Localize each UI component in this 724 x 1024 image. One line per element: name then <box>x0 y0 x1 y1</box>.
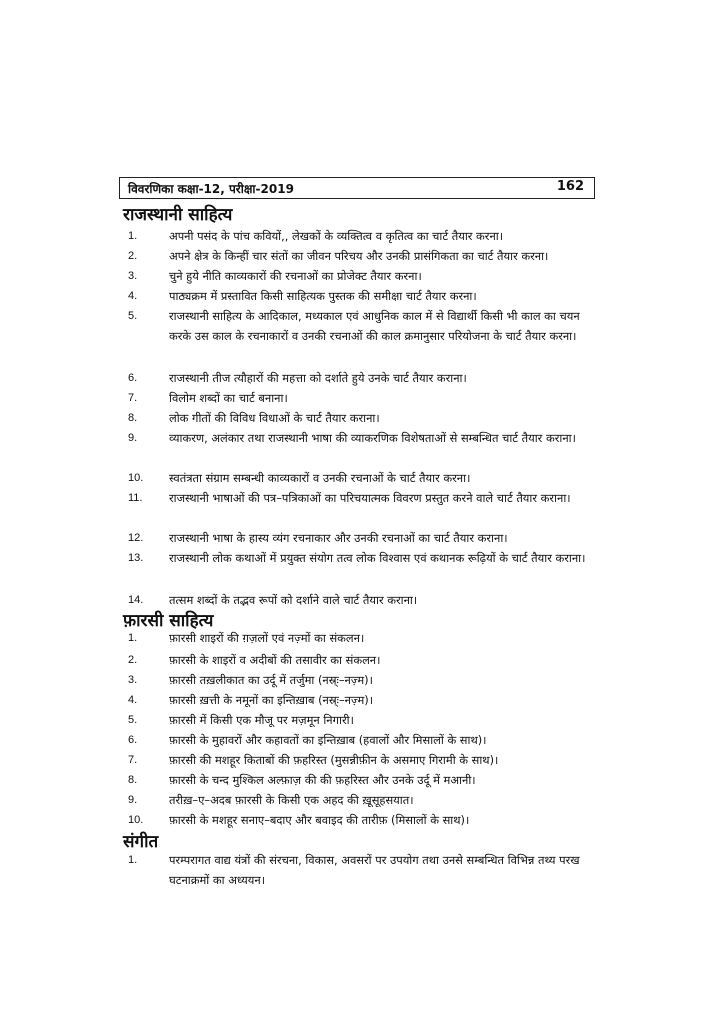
item-text: अपने क्षेत्र के किन्हीं चार संतों का जीवन परिचय और उनकी प्रासंगिकता का चार्ट तैयार करना। <box>169 249 549 263</box>
item-number: 9. <box>128 794 138 806</box>
item-text: फ़ारसी शाइरों की ग़ज़लों एवं नज़्मों का संकलन। <box>169 631 365 645</box>
item-text: राजस्थानी भाषा के हास्य व्यंग रचनाकार और उनकी रचनाओं का चार्ट तैयार कराना। <box>169 531 508 545</box>
list-item <box>123 710 599 730</box>
item-text: फ़ारसी ख़त्ती के नमूनों का इन्तिख़ाब (नस्र्ः–नज़्म)। <box>169 693 374 707</box>
item-text: विलोम शब्दों का चार्ट बनाना। <box>169 391 288 405</box>
item-text: फ़ारसी में किसी एक मौजू पर मज़मून निगारी। <box>169 713 354 727</box>
list-item <box>123 590 599 610</box>
list-item <box>123 690 599 710</box>
header-title: विवरणिका कक्षा-12, परीक्षा-2019 <box>128 182 294 196</box>
item-text: तरीख़–ए–अदब फ़ारसी के किसी एक अहद की ख़ूसूहसयात। <box>169 793 414 807</box>
item-text: व्याकरण, अलंकार तथा राजस्थानी भाषा की व्याकरणिक विशेषताओं से सम्बन्धित चार्ट तैयार कराना। <box>169 431 576 445</box>
item-text: अपनी पसंद के पांच कवियों,, लेखकों के व्यक्तित्व व कृतित्व का चार्ट तैयार करना। <box>169 229 504 243</box>
list-item <box>123 488 599 508</box>
list-item <box>123 650 599 670</box>
item-number: 1. <box>128 854 138 866</box>
item-number: 12. <box>128 532 144 544</box>
list-item <box>123 368 599 388</box>
list-item <box>123 770 599 790</box>
item-number: 6. <box>128 734 138 746</box>
item-number: 5. <box>128 714 138 726</box>
item-text: फ़ारसी के चन्द मुश्किल अल्फ़ाज़ की की फ़हरिस्त और उनके उर्दू में मआनी। <box>169 773 476 787</box>
list-item <box>123 226 599 246</box>
item-number: 9. <box>128 432 138 444</box>
item-number: 1. <box>128 632 138 644</box>
list-item <box>123 428 599 448</box>
list-item <box>123 388 599 408</box>
list-item <box>123 286 599 306</box>
item-number: 4. <box>128 290 138 302</box>
item-text: लोक गीतों की विविध विधाओं के चार्ट तैयार कराना। <box>169 411 380 425</box>
item-number: 3. <box>128 270 138 282</box>
section-heading-rajasthani: राजस्थानी साहित्य <box>123 205 233 225</box>
list-item <box>123 750 599 770</box>
item-number: 5. <box>128 310 138 322</box>
item-number: 8. <box>128 412 138 424</box>
item-number: 10. <box>128 472 144 484</box>
item-text: राजस्थानी तीज त्यौहारों की महत्ता को दर्शाते हुये उनके चार्ट तैयार कराना। <box>169 371 467 385</box>
item-text: राजस्थानी साहित्य के आदिकाल, मध्यकाल एवं आधुनिक काल में से विद्यार्थी किसी भी काल का चयन करके उस काल के रचनाकारों व उनकी रचनाओं की काल क्रमानुसार परियोजना के चार्ट तैयार करना। <box>169 309 580 343</box>
item-text: पाठ्यक्रम में प्रस्तावित किसी साहित्यक पुस्तक की समीक्षा चार्ट तैयार करना। <box>169 289 477 303</box>
list-item <box>123 548 599 568</box>
item-text: फ़ारसी की मशहूर किताबों की फ़हरिस्त (मुसन्नीफ़ीन के असमाए गिरामी के साथ)। <box>169 753 499 767</box>
item-number: 7. <box>128 392 138 404</box>
item-text: राजस्थानी लोक कथाओं में प्रयुक्त संयोग तत्व लोक विश्वास एवं कथानक रूढ़ियों के चार्ट तैयार कराना। <box>169 551 586 565</box>
item-number: 13. <box>128 552 144 564</box>
list-item <box>123 790 599 810</box>
list-item <box>123 306 599 346</box>
list-item <box>123 628 599 648</box>
list-item <box>123 730 599 750</box>
item-number: 2. <box>128 654 138 666</box>
list-item <box>123 810 599 830</box>
item-number: 2. <box>128 250 138 262</box>
item-number: 14. <box>128 594 144 606</box>
list-item <box>123 408 599 428</box>
item-text: स्वतंत्रता संग्राम सम्बन्धी काव्यकारों व उनकी रचनाओं के चार्ट तैयार करना। <box>169 471 471 485</box>
list-item <box>123 468 599 488</box>
list-item <box>123 528 599 548</box>
item-text: परम्परागत वाद्य यंत्रों की संरचना, विकास, अवसरों पर उपयोग तथा उनसे सम्बन्धित विभिन्न तथ्य परख घटनाक्रमों का अध्ययन। <box>169 853 580 887</box>
list-item <box>123 266 599 286</box>
item-number: 10. <box>128 814 144 826</box>
item-number: 1. <box>128 230 138 242</box>
page-header <box>119 177 595 199</box>
section-heading-farsi: फ़ारसी साहित्य <box>123 611 214 631</box>
list-item <box>123 850 599 890</box>
list-item <box>123 670 599 690</box>
item-text: फ़ारसी के मुहावरों और कहावतों का इन्तिख़ाब (हवालों और मिसालों के साथ)। <box>169 733 487 747</box>
item-text: राजस्थानी भाषाओं की पत्र–पत्रिकाओं का परिचयात्मक विवरण प्रस्तुत करने वाले चार्ट तैयार कराना। <box>169 491 571 505</box>
item-number: 3. <box>128 674 138 686</box>
item-text: तत्सम शब्दों के तद्भव रूपों को दर्शाने वाले चार्ट तैयार कराना। <box>169 593 418 607</box>
item-number: 11. <box>128 492 143 504</box>
item-text: फ़ारसी के शाइरों व अदीबों की तसावीर का संकलन। <box>169 653 381 667</box>
item-text: चुने हुये नीति काव्यकारों की रचनाओं का प्रोजेक्ट तैयार करना। <box>169 269 422 283</box>
item-number: 7. <box>128 754 138 766</box>
item-text: फ़ारसी के मशहूर सनाए–बदाए और बवाइद की तारीफ़ (मिसालों के साथ)। <box>169 813 470 827</box>
item-text: फ़ारसी तख़लीकात का उर्दू में तर्जुमा (नस्र्ः–नज़्म)। <box>169 673 373 687</box>
item-number: 8. <box>128 774 138 786</box>
item-number: 6. <box>128 372 138 384</box>
list-item <box>123 246 599 266</box>
item-number: 4. <box>128 694 138 706</box>
page-number: 162 <box>556 179 584 194</box>
section-heading-sangeet: संगीत <box>123 832 159 852</box>
